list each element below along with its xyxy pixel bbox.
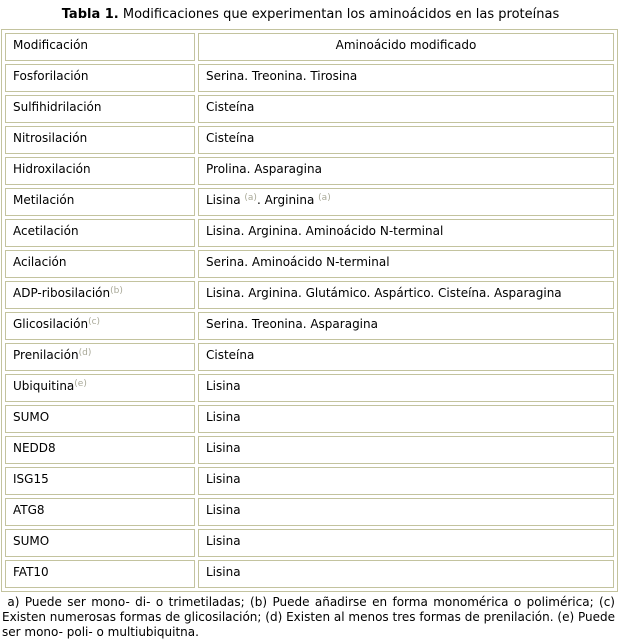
amino-cell: Lisina [198,436,614,464]
footnote-marker: (e) [74,379,87,389]
table-row [5,64,614,92]
table-header [5,33,614,61]
modification-cell: ATG8 [5,498,195,526]
column-header-aminoacido-modificado: Aminoácido modificado [198,33,614,61]
modification-cell: SUMO [5,405,195,433]
table-row [5,188,614,216]
amino-cell: Cisteína [198,343,614,371]
amino-cell: Lisina. Arginina. Aminoácido N-terminal [198,219,614,247]
amino-cell: Lisina [198,560,614,588]
table-row [5,157,614,185]
footnote-text: a) Puede ser mono- di- o trimetiladas; (b) Puede añadirse en forma monomérica o polimérica; (c) Existen numerosas formas de glicosilación; (d) Existen al menos tres formas de prenilación. (e) Puede ser mono- poli- o multiubiquitna. [2,595,619,639]
table-row [5,529,614,557]
amino-cell: Serina. Aminoácido N-terminal [198,250,614,278]
header-row [5,33,614,61]
table-row [5,95,614,123]
footnote-marker: (b) [110,286,123,296]
table-row [5,219,614,247]
modification-cell: Sulfihidrilación [5,95,195,123]
amino-cell: Lisina [198,498,614,526]
table-body [5,64,614,588]
table-row [5,126,614,154]
table-row [5,405,614,433]
title-label: Tabla 1. [61,7,119,22]
modification-cell: ADP-ribosilación$^{(b)}$ [5,281,195,309]
modification-cell: ISG15 [5,467,195,495]
amino-cell: Lisina [198,529,614,557]
amino-cell: Cisteína [198,95,614,123]
modification-cell: FAT10 [5,560,195,588]
amino-cell: Serina. Treonina. Tirosina [198,64,614,92]
amino-cell: Prolina. Asparagina [198,157,614,185]
table-row [5,498,614,526]
table-row [5,436,614,464]
column-header-modificacion: Modificación [5,33,195,61]
table-row [5,560,614,588]
modification-cell: Nitrosilación [5,126,195,154]
amino-cell: Cisteína [198,126,614,154]
amino-cell: Lisina [198,374,614,402]
modification-cell: NEDD8 [5,436,195,464]
modification-cell: Prenilación$^{(d)}$ [5,343,195,371]
table-row [5,250,614,278]
modification-cell: Glicosilación$^{(c)}$ [5,312,195,340]
amino-cell: Lisina [198,405,614,433]
modifications-table [1,29,618,592]
table-row [5,374,614,402]
table-row [5,343,614,371]
modification-cell: Fosforilación [5,64,195,92]
footnote-marker: (d) [78,348,92,358]
modification-cell: Acetilación [5,219,195,247]
modification-cell: Ubiquitina$^{(e)}$ [5,374,195,402]
table-row [5,467,614,495]
modification-cell: Acilación [5,250,195,278]
amino-cell: Lisina [198,467,614,495]
amino-cell: Serina. Treonina. Asparagina [198,312,614,340]
table-row [5,281,614,309]
footnote-marker: (a) [318,193,331,203]
modification-cell: Hidroxilación [5,157,195,185]
modification-cell: Metilación [5,188,195,216]
modification-cell: SUMO [5,529,195,557]
amino-cell: Lisina $^{(a)}$. Arginina $^{(a)}$ [198,188,614,216]
footnote-marker: (a) [244,193,257,203]
page-title [0,0,621,29]
amino-cell: Lisina. Arginina. Glutámico. Aspártico. Cisteína. Asparagina [198,281,614,309]
title-text: Modificaciones que experimentan los aminoácidos en las proteínas [118,7,560,22]
table-row [5,312,614,340]
footnote-marker: (c) [88,317,101,327]
